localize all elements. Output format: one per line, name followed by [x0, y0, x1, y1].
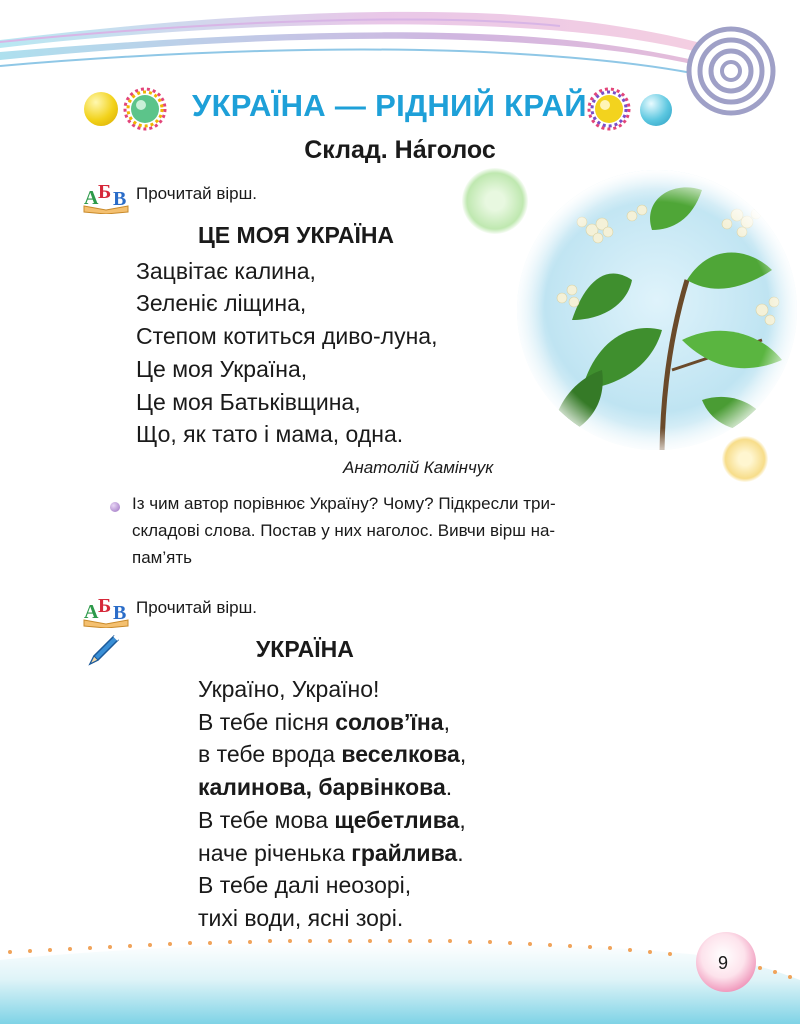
poem1-line: Це моя Батьківщина,: [136, 389, 361, 415]
poem2-line: Україно, Україно!: [198, 676, 380, 702]
svg-text:А: А: [84, 601, 99, 623]
poem2-line: В тебе мова щебетлива,: [198, 807, 466, 833]
poem-author: Анатолій Камінчук: [343, 458, 494, 477]
header-swoosh: [0, 0, 800, 90]
flower-ball-decoration: [122, 86, 168, 132]
poem1-line: Що, як тато і мама, одна.: [136, 421, 404, 447]
instruction-read-poem-2: Прочитай вірш.: [136, 598, 258, 617]
poem2-line: калинова, барвінкова.: [198, 774, 453, 800]
poem-title-1: ЦЕ МОЯ УКРАЇНА: [198, 222, 395, 248]
poem2-line: наче річенька грайлива.: [198, 840, 464, 866]
svg-text:Б: Б: [98, 181, 112, 203]
svg-text:Б: Б: [98, 595, 112, 617]
yellow-ball-decoration: [84, 92, 118, 126]
question-line: пам’ять: [132, 548, 192, 567]
lesson-subtitle: Склад. На́голос: [304, 136, 496, 164]
page-title: УКРАЇНА — РІДНИЙ КРАЙ: [192, 88, 587, 123]
poem1-line: Зацвітає калина,: [136, 258, 316, 284]
viburnum-illustration: [512, 170, 800, 460]
svg-text:А: А: [84, 187, 99, 209]
page-number: 9: [717, 953, 728, 973]
bullet-icon: [110, 502, 120, 512]
pen-icon: [84, 630, 124, 670]
instruction-read-poem-1: Прочитай вірш.: [136, 184, 258, 203]
green-bubble-decoration: [462, 168, 528, 234]
yellow-bubble-decoration: [722, 436, 768, 482]
abv-book-icon: [80, 592, 132, 628]
poem1-line: Це моя Україна,: [136, 356, 308, 382]
svg-text:В: В: [113, 602, 127, 624]
poem1-line: Зеленіє ліщина,: [136, 290, 307, 316]
poem2-line: В тебе далі неозорі,: [198, 872, 412, 898]
question-line: складові слова. Постав у них наголос. Вивчи вірш на-: [132, 521, 556, 540]
question-line: Із чим автор порівнює Україну? Чому? Підкресли три-: [132, 494, 556, 513]
abv-book-icon: [80, 178, 132, 214]
cyan-ball-decoration: [640, 94, 672, 126]
flower-ball-decoration-right: [586, 86, 632, 132]
poem1-line: Степом котиться диво-луна,: [136, 323, 438, 349]
poem2-line: тихі води, ясні зорі.: [198, 905, 404, 931]
poem-title-2: УКРАЇНА: [256, 636, 354, 662]
poem2-line: В тебе пісня солов’їна,: [198, 709, 450, 735]
footer-wave: [0, 930, 800, 1024]
spiral-icon: [686, 26, 776, 116]
svg-text:В: В: [113, 188, 127, 210]
poem2-line: в тебе врода веселкова,: [198, 741, 467, 767]
